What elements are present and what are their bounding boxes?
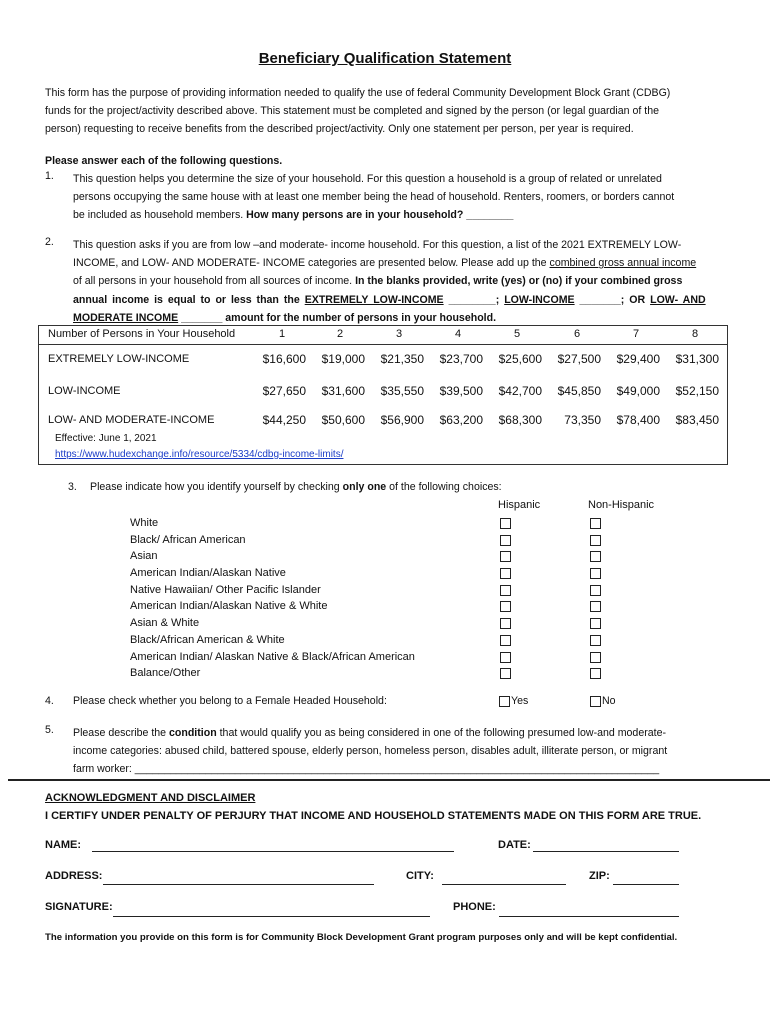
table-cell: $31,600	[321, 384, 365, 398]
table-cell: $39,500	[439, 384, 483, 398]
race-option-american-indian: American Indian/Alaskan Native	[130, 567, 286, 579]
checkbox-hispanic[interactable]	[500, 585, 511, 596]
q3-number: 3.	[68, 481, 77, 493]
checkbox-non-hispanic[interactable]	[590, 585, 601, 596]
q5-line-2: income categories: abused child, battered spouse, elderly person, homeless person, disables adult, illiterate person, or migrant	[73, 745, 668, 757]
checkbox-non-hispanic[interactable]	[590, 535, 601, 546]
checkbox-non-hispanic[interactable]	[590, 618, 601, 629]
checkbox-hispanic[interactable]	[500, 568, 511, 579]
table-cell: $27,500	[557, 352, 601, 366]
col-hispanic: Hispanic	[498, 499, 541, 511]
income-limits-link[interactable]: https://www.hudexchange.info/resource/5334/cdbg-income-limits/	[55, 449, 344, 460]
city-label: CITY:	[406, 870, 434, 882]
race-option-white: White	[130, 517, 159, 529]
persons-7: 7	[633, 328, 640, 340]
race-option-black: Black/ African American	[130, 534, 246, 546]
phone-field[interactable]	[499, 916, 679, 917]
table-cell: $27,650	[262, 384, 306, 398]
checkbox-hispanic[interactable]	[500, 535, 511, 546]
address-field[interactable]	[103, 884, 374, 885]
checkbox-non-hispanic[interactable]	[590, 601, 601, 612]
table-cell: $16,600	[262, 352, 306, 366]
persons-8: 8	[692, 328, 699, 340]
checkbox-hispanic[interactable]	[500, 518, 511, 529]
q3-prompt-end: of the following choices:	[386, 481, 502, 493]
low-income-blank[interactable]: _______; OR	[574, 294, 651, 306]
race-option-american-indian-white: American Indian/Alaskan Native & White	[130, 600, 328, 612]
race-option-balance-other: Balance/Other	[130, 667, 201, 679]
persons-1: 1	[279, 328, 286, 340]
race-option-asian: Asian	[130, 550, 158, 562]
phone-label: PHONE:	[453, 901, 496, 913]
table-cell: $68,300	[498, 413, 542, 427]
page-title: Beneficiary Qualification Statement	[258, 50, 512, 67]
table-cell: $29,400	[616, 352, 660, 366]
persons-5: 5	[514, 328, 521, 340]
q1-number: 1.	[45, 170, 54, 182]
race-option-native-hawaiian: Native Hawaiian/ Other Pacific Islander	[130, 584, 321, 596]
signature-field[interactable]	[113, 916, 430, 917]
checkbox-non-hispanic[interactable]	[590, 668, 601, 679]
q2-line-4-text: annual income is equal to or less than the	[73, 294, 305, 306]
table-cell: $25,600	[498, 352, 542, 366]
persons-3: 3	[396, 328, 403, 340]
date-label: DATE:	[498, 839, 531, 851]
checkbox-non-hispanic[interactable]	[590, 635, 601, 646]
q2-line-3-bold: In the blanks provided, write (yes) or (no) if your combined gross	[355, 275, 683, 287]
ack-certify: I CERTIFY UNDER PENALTY OF PERJURY THAT INCOME AND HOUSEHOLD STATEMENTS MADE ON THIS FORM ARE TRUE.	[45, 810, 702, 822]
q5-line-1-end: that would qualify you as being considered in one of the following presumed low-and moderate-	[216, 727, 667, 739]
q5-line-3[interactable]: farm worker: _________________________________________________________________________________________	[73, 763, 660, 775]
extremely-low-income-blank[interactable]: ________;	[443, 294, 505, 306]
checkbox-non-hispanic[interactable]	[590, 652, 601, 663]
name-label: NAME:	[45, 839, 82, 851]
zip-field[interactable]	[613, 884, 679, 885]
table-cell: $45,850	[557, 384, 601, 398]
moderate-income-label: MODERATE INCOME	[73, 312, 179, 324]
q1-line-1: This question helps you determine the size of your household. For this question a household is a group of related or unrelated	[73, 173, 662, 185]
table-header-row	[39, 326, 727, 345]
table-cell: $50,600	[321, 413, 365, 427]
table-cell: 73,350	[564, 413, 601, 427]
low-income-label: LOW-INCOME	[504, 294, 575, 306]
table-cell: $35,550	[380, 384, 424, 398]
table-cell: $83,450	[675, 413, 719, 427]
table-cell: $56,900	[380, 413, 424, 427]
row-label-low: LOW-INCOME	[48, 385, 121, 397]
q4-number: 4.	[45, 695, 54, 707]
q5-line-1-text: Please describe the	[73, 727, 169, 739]
zip-label: ZIP:	[589, 870, 610, 882]
address-label: ADDRESS:	[45, 870, 103, 882]
table-cell: $19,000	[321, 352, 365, 366]
checkbox-non-hispanic[interactable]	[590, 518, 601, 529]
table-cell: $52,150	[675, 384, 719, 398]
q2-line-1: This question asks if you are from low –and moderate- income household. For this question, a list of the 2021 EXTREMELY LOW-	[73, 239, 682, 251]
fhh-yes-label: Yes	[511, 695, 529, 707]
intro-line-1: This form has the purpose of providing information needed to qualify the use of federal Community Development Block Grant (CDBG)	[45, 87, 671, 99]
q2-line-4	[73, 291, 728, 309]
q3-only-one: only one	[342, 481, 387, 493]
row-label-extremely-low: EXTREMELY LOW-INCOME	[48, 353, 190, 365]
race-option-american-indian-black: American Indian/ Alaskan Native & Black/African American	[130, 651, 415, 663]
checkbox-fhh-yes[interactable]	[499, 696, 510, 707]
race-option-asian-white: Asian & White	[130, 617, 200, 629]
q2-line-2-text: INCOME, and LOW- AND MODERATE- INCOME categories are presented below. Please add up the	[73, 257, 550, 269]
q5-number: 5.	[45, 724, 54, 736]
signature-label: SIGNATURE:	[45, 901, 113, 913]
q1-line-2: persons occupying the same house with at least one member being the head of household. Renters, roomers, or borders cannot	[73, 191, 675, 203]
checkbox-hispanic[interactable]	[500, 601, 511, 612]
name-field[interactable]	[92, 851, 454, 852]
effective-date: Effective: June 1, 2021	[55, 433, 157, 444]
persons-4: 4	[455, 328, 462, 340]
extremely-low-income-label: EXTREMELY LOW-INCOME	[304, 294, 444, 306]
household-size-question[interactable]: How many persons are in your household? ________	[246, 209, 514, 221]
instructions: Please answer each of the following questions.	[45, 155, 283, 167]
persons-6: 6	[574, 328, 581, 340]
table-cell: $31,300	[675, 352, 719, 366]
city-field[interactable]	[442, 884, 566, 885]
q3-prompt	[90, 481, 502, 493]
persons-2: 2	[337, 328, 344, 340]
q1-line-3	[73, 206, 728, 224]
table-cell: $63,200	[439, 413, 483, 427]
checkbox-hispanic[interactable]	[500, 618, 511, 629]
checkbox-hispanic[interactable]	[500, 668, 511, 679]
fhh-no-label: No	[602, 695, 616, 707]
col-non-hispanic: Non-Hispanic	[588, 499, 655, 511]
table-cell: $49,000	[616, 384, 660, 398]
q2-line-3	[73, 272, 728, 290]
checkbox-fhh-no[interactable]	[590, 696, 601, 707]
footer-disclaimer: The information you provide on this form is for Community Block Development Grant program purposes only and will be kept confidential.	[45, 932, 678, 943]
race-option-black-white: Black/African American & White	[130, 634, 285, 646]
q4-prompt: Please check whether you belong to a Female Headed Household:	[73, 695, 387, 707]
income-limits-table	[38, 325, 728, 465]
table-cell: $23,700	[439, 352, 483, 366]
checkbox-non-hispanic[interactable]	[590, 568, 601, 579]
intro-line-3: person) requesting to receive benefits from the described project/activity. Only one statement per person, per year is required.	[45, 123, 634, 135]
q5-line-1	[73, 724, 728, 742]
checkbox-hispanic[interactable]	[500, 551, 511, 562]
low-and-label: LOW- AND	[650, 294, 706, 306]
checkbox-hispanic[interactable]	[500, 652, 511, 663]
checkbox-non-hispanic[interactable]	[590, 551, 601, 562]
q2-line-3-text: of all persons in your household from all sources of income.	[73, 275, 356, 287]
checkbox-hispanic[interactable]	[500, 635, 511, 646]
section-divider	[8, 779, 770, 781]
date-field[interactable]	[533, 851, 679, 852]
table-cell: $42,700	[498, 384, 542, 398]
table-cell: $44,250	[262, 413, 306, 427]
combined-income-phrase: combined gross annual income	[549, 257, 697, 269]
row-label-low-moderate: LOW- AND MODERATE-INCOME	[48, 414, 215, 426]
table-cell: $21,350	[380, 352, 424, 366]
q1-line-3-text: be included as household members.	[73, 209, 244, 221]
moderate-income-blank[interactable]: _______ amount for the number of persons in your household.	[178, 312, 497, 324]
intro-line-2: funds for the project/activity described above. This statement must be completed and signed by the person (or legal guardian of the	[45, 105, 660, 117]
table-header-label: Number of Persons in Your Household	[48, 328, 236, 340]
q3-prompt-text: Please indicate how you identify yourself by checking	[90, 481, 343, 493]
table-cell: $78,400	[616, 413, 660, 427]
ack-heading: ACKNOWLEDGMENT AND DISCLAIMER	[45, 792, 256, 804]
q5-condition: condition	[169, 727, 217, 739]
q2-number: 2.	[45, 236, 54, 248]
q2-line-2	[73, 254, 728, 272]
